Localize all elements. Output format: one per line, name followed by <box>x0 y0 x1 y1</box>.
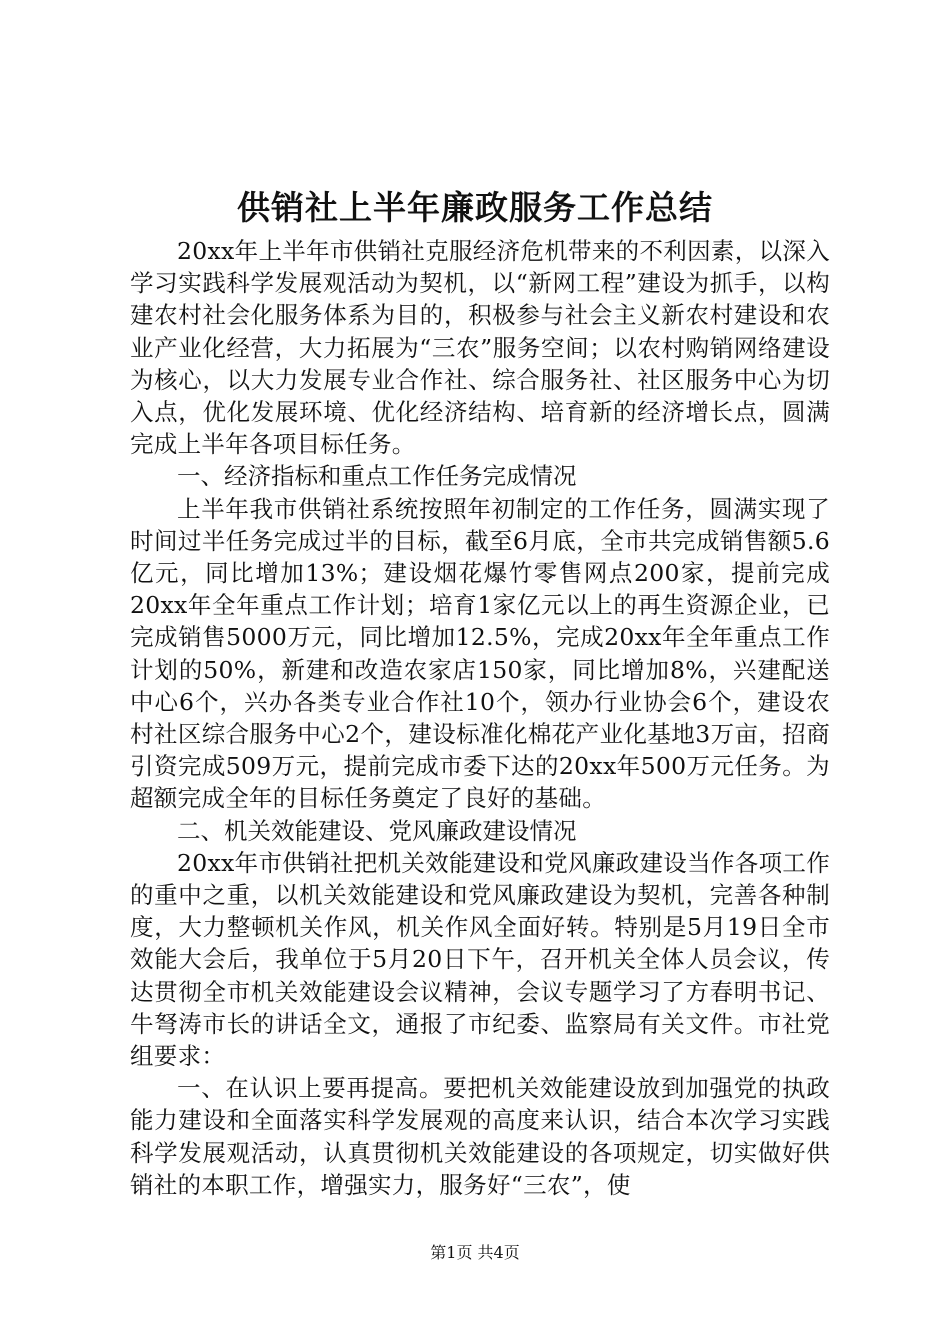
intro-paragraph: 20xx年上半年市供销社克服经济危机带来的不利因素，以深入学习实践科学发展观活动为契机，以“新网工程”建设为抓手，以构建农村社会化服务体系为目的，积极参与社会主义新农村建设和农业产业化经营，大力拓展为“三农”服务空间；以农村购销网络建设为核心，以大力发展专业合作社、综合服务社、社区服务中心为切入点，优化发展环境、优化经济结构、培育新的经济增长点，圆满完成上半年各项目标任务。 <box>130 237 830 459</box>
page-number-footer: 第1页 共4页 <box>430 1243 520 1262</box>
section-2-paragraph: 20xx年市供销社把机关效能建设和党风廉政建设当作各项工作的重中之重，以机关效能建设和党风廉政建设为契机，完善各种制度，大力整顿机关作风，机关作风全面好转。特别是5月19日全市效能大会后，我单位于5月20日下午，召开机关全体人员会议，传达贯彻全市机关效能建设会议精神，会议专题学习了方春明书记、牛弩涛市长的讲话全文，通报了市纪委、监察局有关文件。市社党组要求： <box>130 848 830 1071</box>
section-heading-2: 二、机关效能建设、党风廉政建设情况 <box>177 816 577 845</box>
section-2-item-1-paragraph: 一、在认识上要再提高。要把机关效能建设放到加强党的执政能力建设和全面落实科学发展观的高度来认识，结合本次学习实践科学发展观活动，认真贯彻机关效能建设的各项规定，切实做好供销社的本职工作，增强实力，服务好“三农”，使 <box>130 1074 830 1199</box>
document-title: 供销社上半年廉政服务工作总结 <box>237 188 713 227</box>
document-body <box>130 235 830 1201</box>
section-heading-1: 一、经济指标和重点工作任务完成情况 <box>177 462 577 491</box>
section-1-paragraph: 上半年我市供销社系统按照年初制定的工作任务，圆满实现了时间过半任务完成过半的目标，截至6月底，全市共完成销售额5.6亿元，同比增加13%；建设烟花爆竹零售网点200家，提前完成20xx年全年重点工作计划；培育1家亿元以上的再生资源企业，已完成销售5000万元，同比增加12.5%，完成20xx年全年重点工作计划的50%，新建和改造农家店150家，同比增加8%，兴建配送中心6个，兴办各类专业合作社10个，领办行业协会6个，建设农村社区综合服务中心2个，建设标准化棉花产业化基地3万亩，招商引资完成509万元，提前完成市委下达的20xx年500万元任务。为超额完成全年的目标任务奠定了良好的基础。 <box>130 494 830 813</box>
